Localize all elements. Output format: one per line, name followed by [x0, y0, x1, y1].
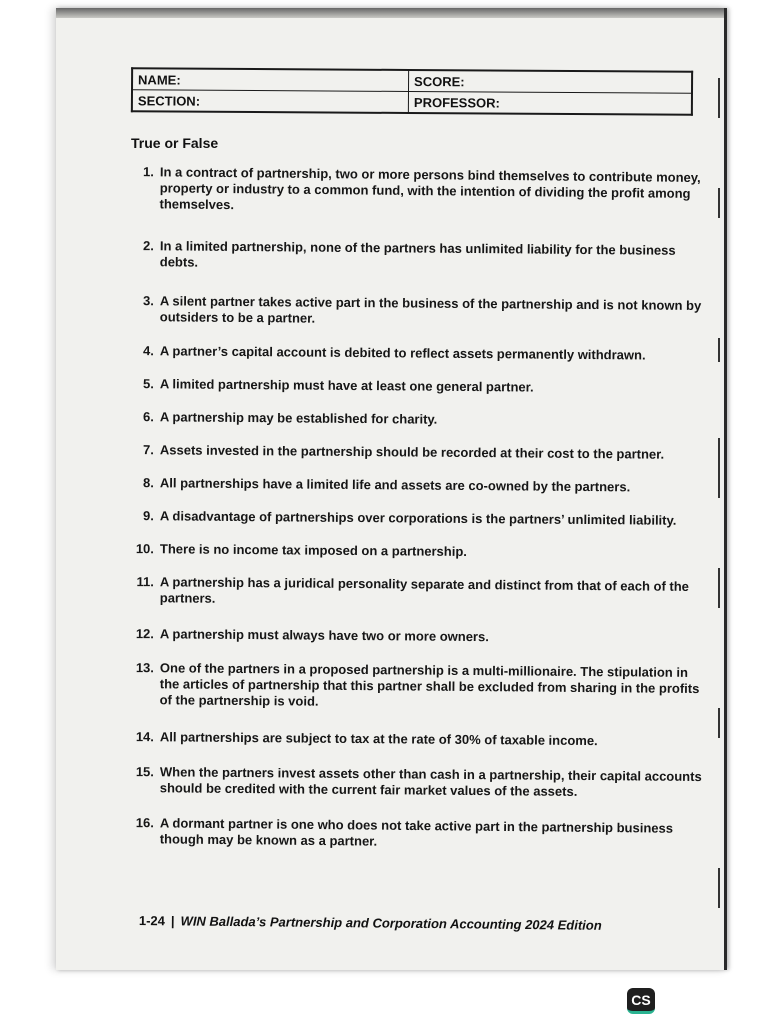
- question-item: [126, 626, 706, 647]
- page-edge-mark: [718, 78, 720, 118]
- book-title: WIN Ballada’s Partnership and Corporation Accounting 2024 Edition: [180, 913, 602, 933]
- question-item: [126, 475, 706, 496]
- question-item: [126, 815, 706, 853]
- question-number: 7.: [143, 442, 154, 458]
- question-item: [126, 442, 706, 463]
- page-edge-mark: [718, 868, 720, 908]
- camscanner-logo: CS: [627, 988, 655, 1014]
- question-text: A disadvantage of partnerships over corporations is the partners’ unlimited liability.: [159, 508, 677, 528]
- footer-separator: |: [170, 913, 175, 929]
- page-edge-mark: [718, 568, 720, 608]
- question-item: [126, 508, 706, 529]
- question-number: 10.: [135, 541, 154, 557]
- question-number: 5.: [143, 376, 154, 392]
- page-top-edge: [56, 8, 724, 18]
- question-number: 15.: [135, 764, 154, 780]
- student-info-table: [131, 67, 693, 115]
- question-text: A partner’s capital account is debited to reflect assets permanently withdrawn.: [159, 343, 646, 363]
- question-number: 6.: [143, 409, 154, 425]
- question-text: In a contract of partnership, two or more persons bind themselves to contribute money, property or industry to a common fund, with the intention of dividing the profit among themselves.: [159, 164, 701, 213]
- question-item: [126, 660, 706, 713]
- section-cell: SECTION:: [132, 90, 409, 113]
- scanned-page: [56, 8, 727, 970]
- page-edge-mark: [718, 338, 720, 362]
- question-number: 2.: [143, 238, 154, 254]
- question-number: 9.: [143, 508, 154, 524]
- question-text: There is no income tax imposed on a partnership.: [159, 541, 468, 559]
- section-heading: True or False: [131, 135, 219, 151]
- question-text: A limited partnership must have at least one general partner.: [159, 376, 534, 395]
- question-item: [125, 164, 705, 218]
- question-item: [126, 574, 706, 611]
- question-item: [126, 293, 706, 330]
- name-cell: NAME:: [132, 68, 409, 91]
- question-text: One of the partners in a proposed partnership is a multi-millionaire. The stipulation in the articles of partnership that this partner shall be excluded from sharing in the profits of the partnership is void.: [159, 660, 700, 709]
- question-number: 11.: [136, 574, 154, 590]
- question-text: In a limited partnership, none of the partners has unlimited liability for the business debts.: [159, 238, 676, 270]
- question-text: A dormant partner is one who does not take active part in the partnership business though may be known as a partner.: [159, 815, 674, 849]
- question-text: A partnership has a juridical personality separate and distinct from that of each of the partners.: [159, 574, 690, 606]
- question-text: A partnership may be established for charity.: [159, 409, 438, 427]
- page-edge-mark: [718, 438, 720, 498]
- question-item: [126, 729, 706, 750]
- question-number: 8.: [143, 475, 154, 491]
- question-item: [126, 409, 706, 430]
- question-item: [126, 764, 706, 801]
- question-number: 1.: [142, 164, 154, 180]
- score-cell: SCORE:: [409, 70, 693, 93]
- question-number: 14.: [135, 729, 154, 745]
- question-number: 12.: [135, 626, 154, 642]
- question-item: [126, 376, 706, 397]
- page-number: 1-24: [138, 913, 166, 929]
- page-edge-mark: [718, 708, 720, 738]
- question-item: [126, 238, 706, 275]
- question-text: All partnerships have a limited life and assets are co-owned by the partners.: [159, 475, 631, 495]
- question-number: 4.: [143, 343, 154, 359]
- question-item: [126, 541, 706, 562]
- page-edge-mark: [718, 188, 720, 218]
- question-text: Assets invested in the partnership should be recorded at their cost to the partner.: [159, 442, 665, 462]
- question-text: A silent partner takes active part in the business of the partnership and is not known by outsiders to be a partner.: [159, 293, 702, 326]
- question-text: All partnerships are subject to tax at the rate of 30% of taxable income.: [159, 729, 598, 749]
- question-item: [126, 343, 706, 364]
- question-text: A partnership must always have two or more owners.: [159, 626, 489, 645]
- question-number: 13.: [135, 660, 154, 676]
- question-text: When the partners invest assets other than cash in a partnership, their capital accounts should be credited with the current fair market values of the assets.: [159, 764, 702, 799]
- question-number: 16.: [135, 815, 154, 831]
- page-footer: [139, 913, 602, 933]
- professor-cell: PROFESSOR:: [408, 91, 692, 114]
- question-number: 3.: [143, 293, 154, 309]
